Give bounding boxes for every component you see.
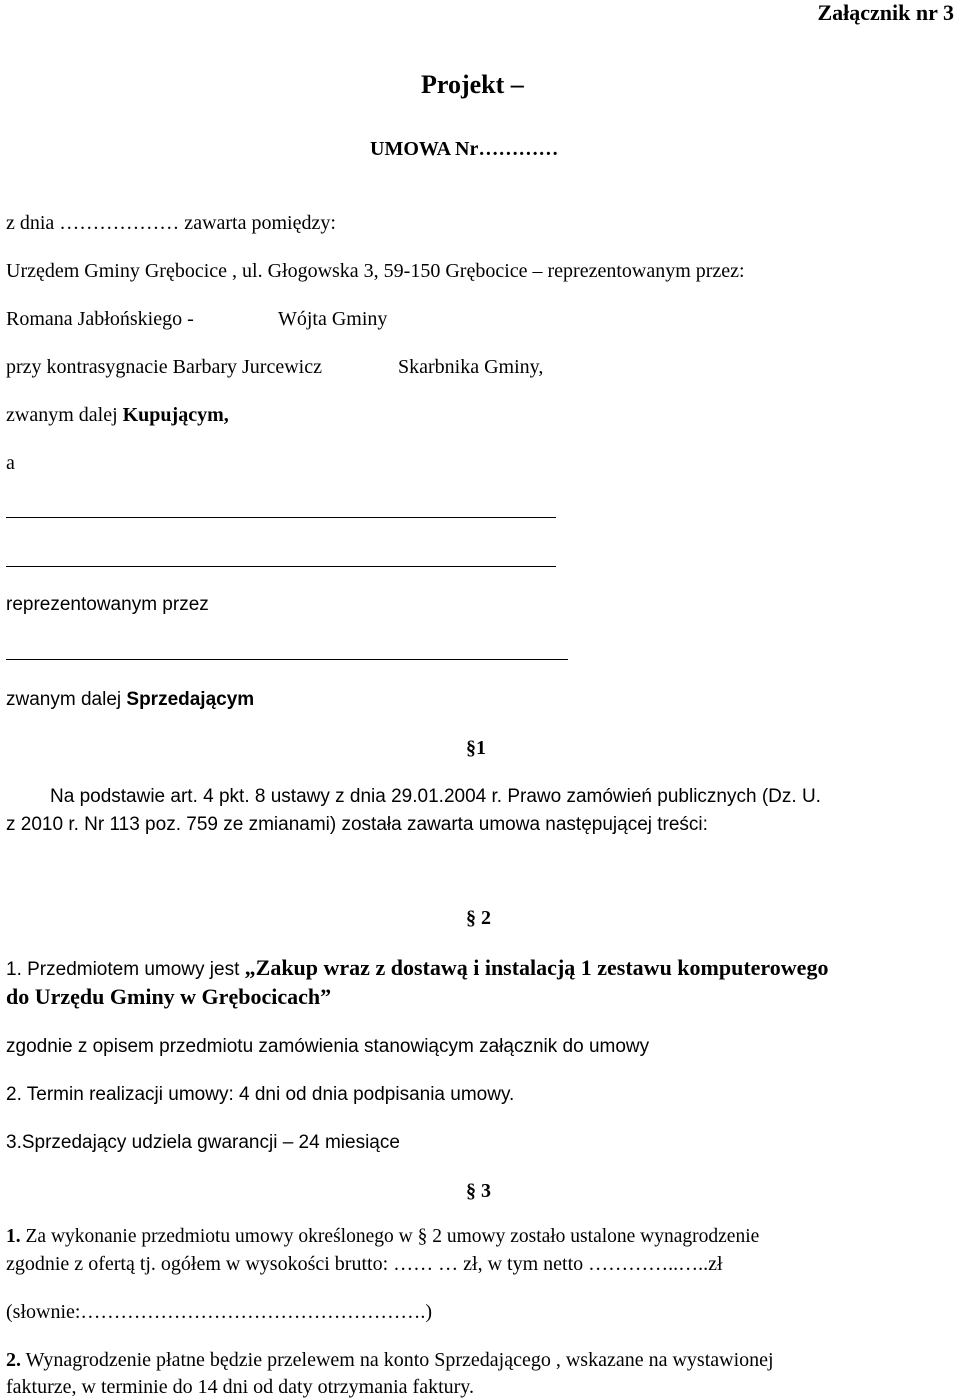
- section-3-item-1-line-1: [6, 1227, 759, 1247]
- seller-line: [6, 690, 254, 709]
- annex-label: Załącznik nr 3: [817, 0, 954, 25]
- section-1-heading: §1: [466, 737, 486, 759]
- office-line: Urzędem Gminy Grębocice , ul. Głogowska 3, 59-150 Grębocice – reprezentowanym przez:: [6, 260, 745, 282]
- project-title: Projekt –: [421, 70, 524, 99]
- section-2-heading: § 2: [466, 907, 491, 929]
- section-3-item-2-line-2: fakturze, w terminie do 14 dni od daty otrzymania faktury.: [6, 1376, 474, 1398]
- seller-name-blank-2: [6, 566, 556, 567]
- item-1-subject-line-1: „Zakup wraz z dostawą i instalacją 1 zestawu komputerowego: [244, 955, 829, 980]
- mayor-title: Wójta Gminy: [278, 308, 388, 330]
- represented-by: reprezentowanym przez: [6, 594, 209, 615]
- contract-number: UMOWA Nr…………: [370, 138, 559, 160]
- seller-name-blank-1: [6, 517, 556, 518]
- item-2-number: 2.: [6, 1349, 21, 1371]
- section-3-item-1-line-2: zgodnie z ofertą tj. ogółem w wysokości brutto: …… … zł, w tym netto …………..…..zł: [6, 1253, 723, 1275]
- buyer-prefix: zwanym dalej: [6, 404, 123, 426]
- item-1-note: zgodnie z opisem przedmiotu zamówienia stanowiącym załącznik do umowy: [6, 1036, 650, 1057]
- buyer-name: Kupującym,: [122, 404, 229, 426]
- item-1-text: Za wykonanie przedmiotu umowy określonego w § 2 umowy zostało ustalone wynagrodzenie: [20, 1226, 760, 1247]
- buyer-line: [6, 405, 229, 425]
- item-1-prefix: 1. Przedmiotem umowy jest: [6, 959, 245, 980]
- representative-blank: [6, 659, 568, 660]
- and-word: a: [6, 452, 15, 474]
- amount-in-words: (słownie:…………………………………………….): [6, 1301, 433, 1323]
- section-2-item-2: 2. Termin realizacji umowy: 4 dni od dnia podpisania umowy.: [6, 1084, 515, 1105]
- countersign-line: przy kontrasygnacie Barbary Jurcewicz: [6, 356, 322, 378]
- item-2-text: Wynagrodzenie płatne będzie przelewem na konto Sprzedającego , wskazane na wystawionej: [21, 1349, 774, 1371]
- section-2-item-1: [6, 957, 828, 979]
- section-1-line-2: z 2010 r. Nr 113 poz. 759 ze zmianami) została zawarta umowa następującej treści:: [6, 814, 708, 835]
- section-2-item-3: 3.Sprzedający udziela gwarancji – 24 miesiące: [6, 1132, 400, 1153]
- section-3-heading: § 3: [466, 1180, 491, 1202]
- item-1-number: 1.: [6, 1226, 21, 1247]
- section-1-line-1: Na podstawie art. 4 pkt. 8 ustawy z dnia 29.01.2004 r. Prawo zamówień publicznych (Dz. U.: [50, 786, 821, 807]
- treasurer-title: Skarbnika Gminy,: [398, 356, 544, 378]
- mayor-name: Romana Jabłońskiego -: [6, 308, 194, 330]
- date-line: z dnia ……………… zawarta pomiędzy:: [6, 212, 336, 234]
- section-3-item-2-line-1: [6, 1350, 774, 1370]
- seller-prefix: zwanym dalej: [6, 689, 127, 710]
- seller-name: Sprzedającym: [126, 689, 255, 710]
- item-1-subject-line-2: do Urzędu Gminy w Grębocicach”: [6, 984, 332, 1009]
